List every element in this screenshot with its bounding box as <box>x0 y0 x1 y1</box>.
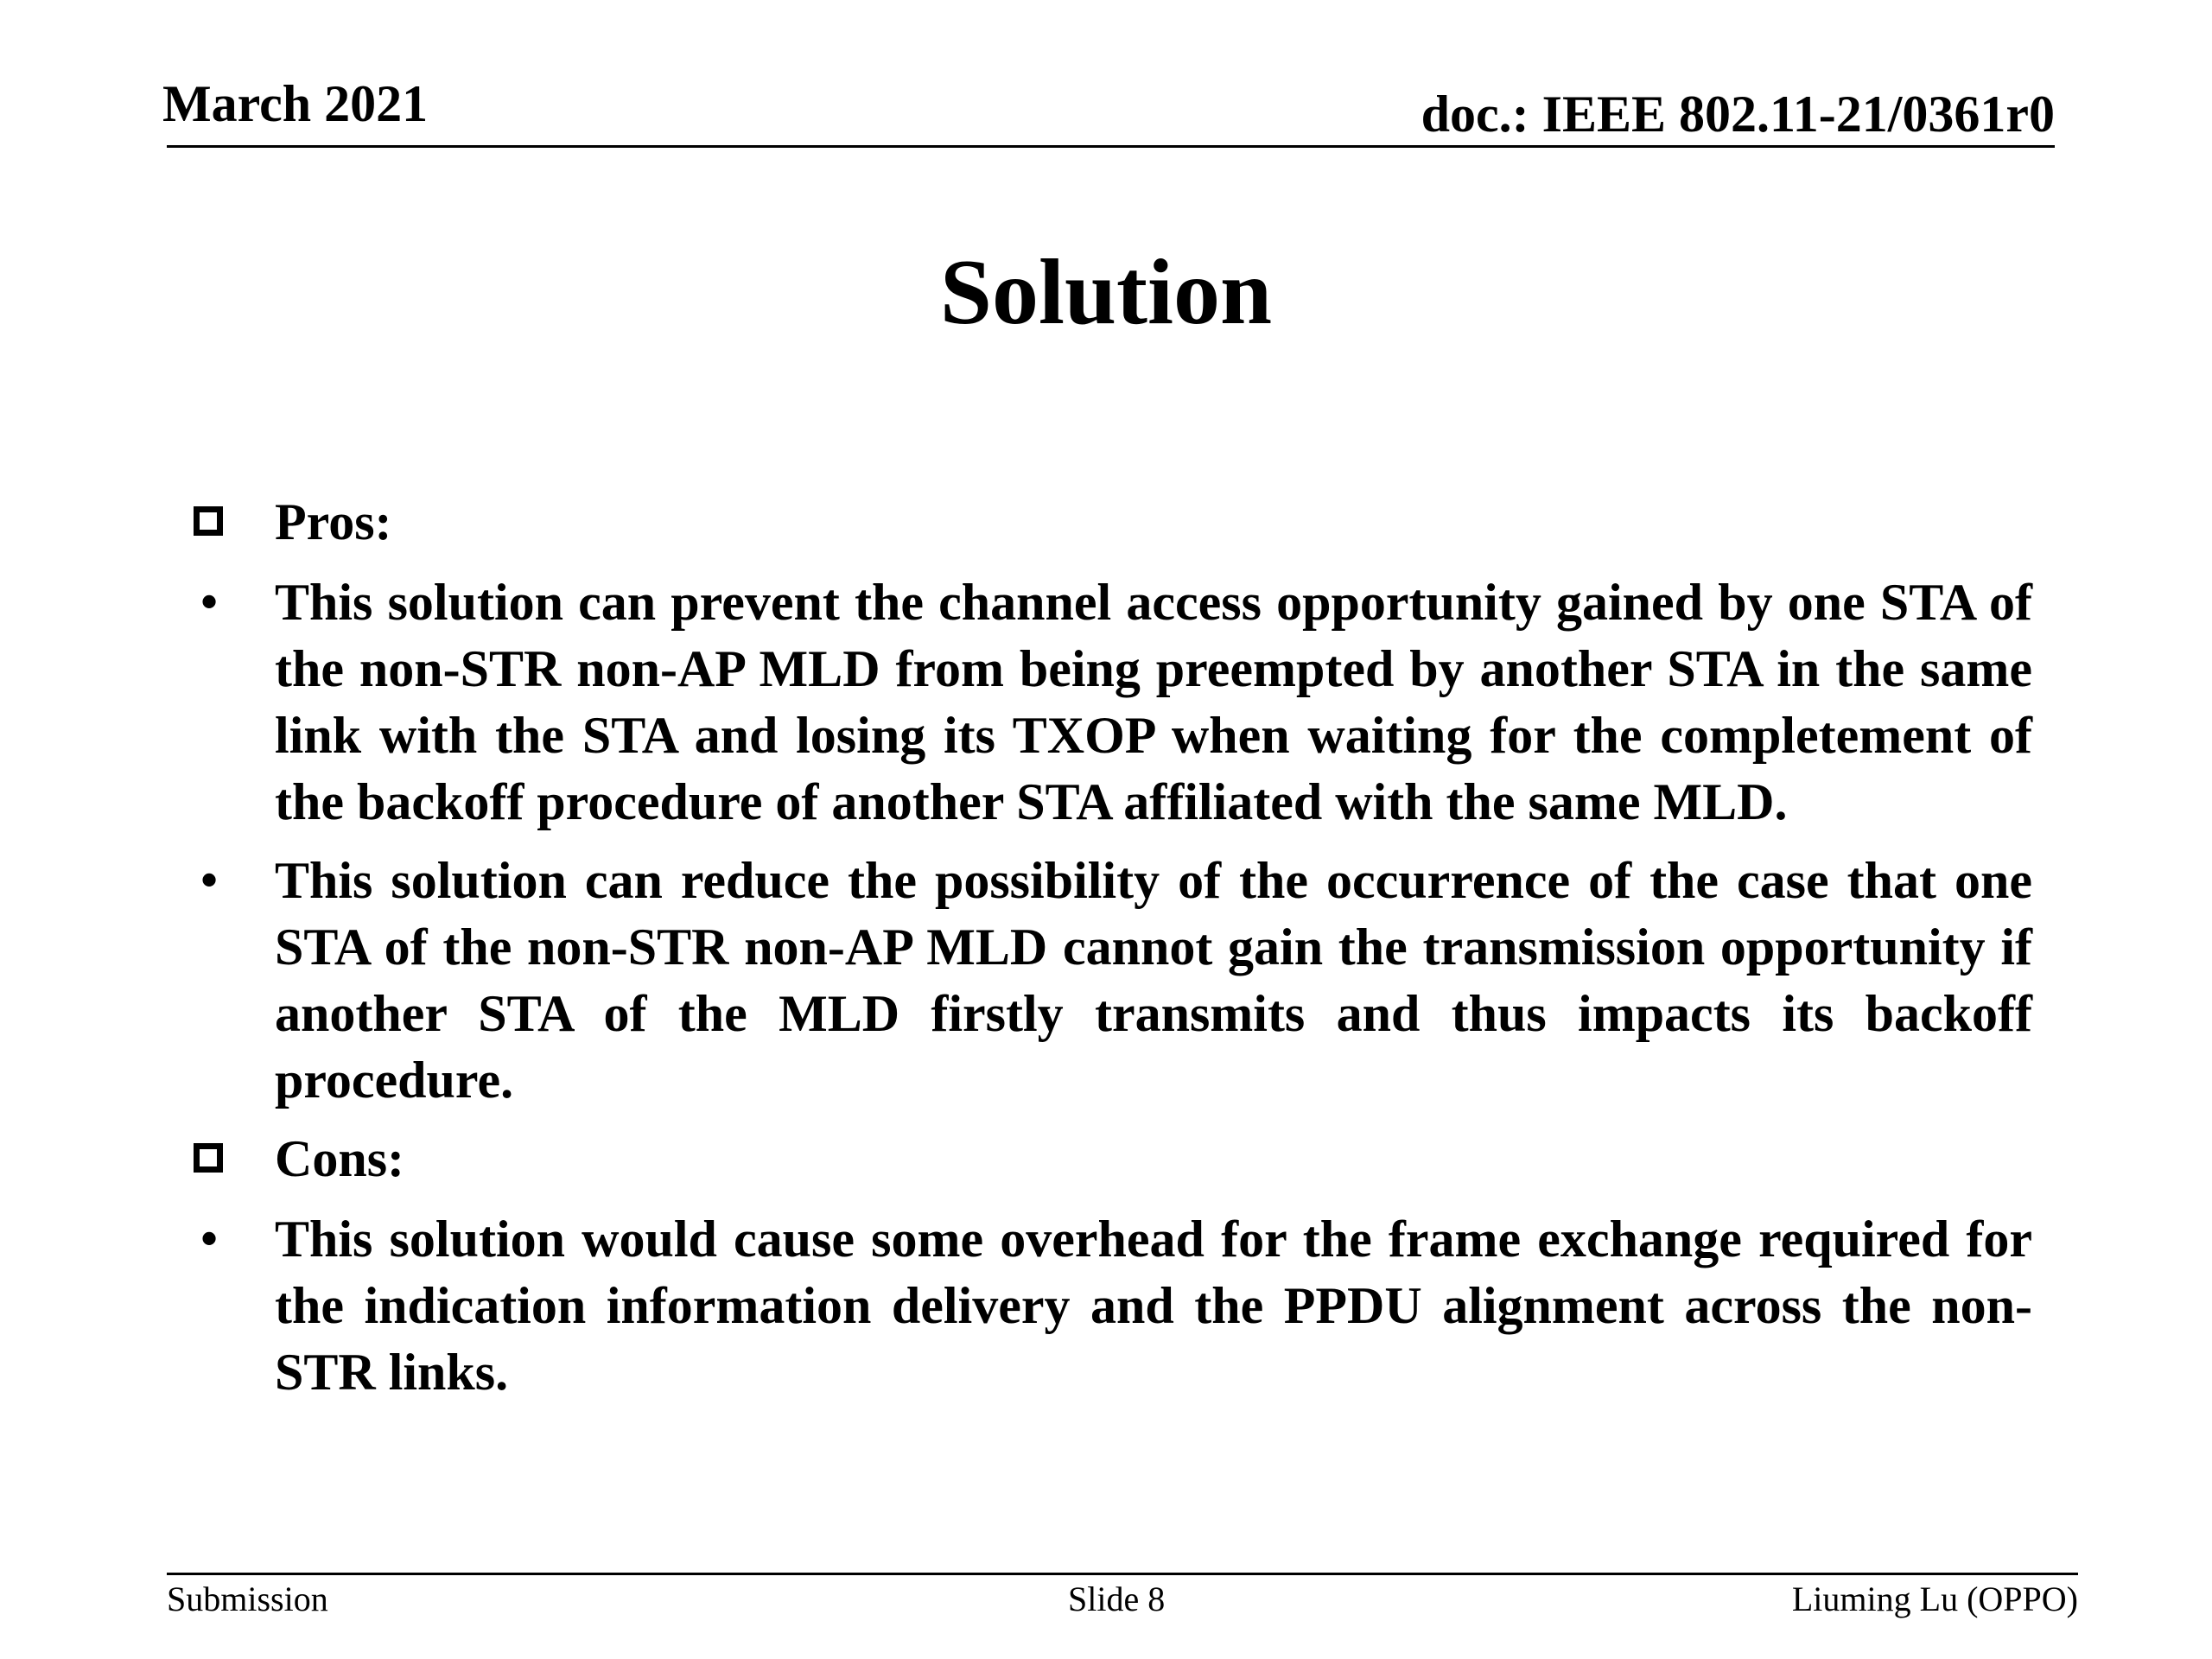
footer-author: Liuming Lu (OPPO) <box>1791 1580 2078 1618</box>
list-item <box>192 569 2032 836</box>
slide-title: Solution <box>939 241 1273 344</box>
list-item-text: This solution would cause some overhead for the frame exchange required for the indication information delivery and the PPDU alignment across the non-STR links. <box>275 1211 2032 1401</box>
bullet-dot-icon: • <box>200 1212 218 1266</box>
bullet-dot-icon: • <box>200 854 218 907</box>
list-item <box>192 848 2032 1114</box>
footer-submission: Submission <box>167 1580 328 1618</box>
section-heading-cons <box>192 1126 2032 1192</box>
square-bullet-icon <box>194 1143 223 1173</box>
square-bullet-icon <box>194 506 223 536</box>
section-heading-pros <box>192 489 2032 556</box>
bullet-dot-icon: • <box>200 575 218 629</box>
header-divider <box>167 145 2055 148</box>
slide-content <box>192 489 2032 1418</box>
list-item <box>192 1206 2032 1406</box>
section-heading-label: Pros: <box>275 493 392 550</box>
section-heading-label: Cons: <box>275 1130 405 1187</box>
list-item-text: This solution can reduce the possibility of the occurrence of the case that one STA of the non-STR non-AP MLD cannot gain the transmission opportunity if another STA of the MLD firstly transmits and thus impacts its backoff procedure. <box>275 852 2032 1109</box>
header-date: March 2021 <box>162 75 429 132</box>
footer-slide-number: Slide 8 <box>1068 1580 1166 1618</box>
header-doc-id: doc.: IEEE 802.11-21/0361r0 <box>1421 86 2055 143</box>
footer-divider <box>167 1573 2078 1575</box>
list-item-text: This solution can prevent the channel access opportunity gained by one STA of the non-STR non-AP MLD from being preempted by another STA in the same link with the STA and losing its TXOP when waiting for the completement of the backoff procedure of another STA affiliated with the same MLD. <box>275 574 2032 830</box>
